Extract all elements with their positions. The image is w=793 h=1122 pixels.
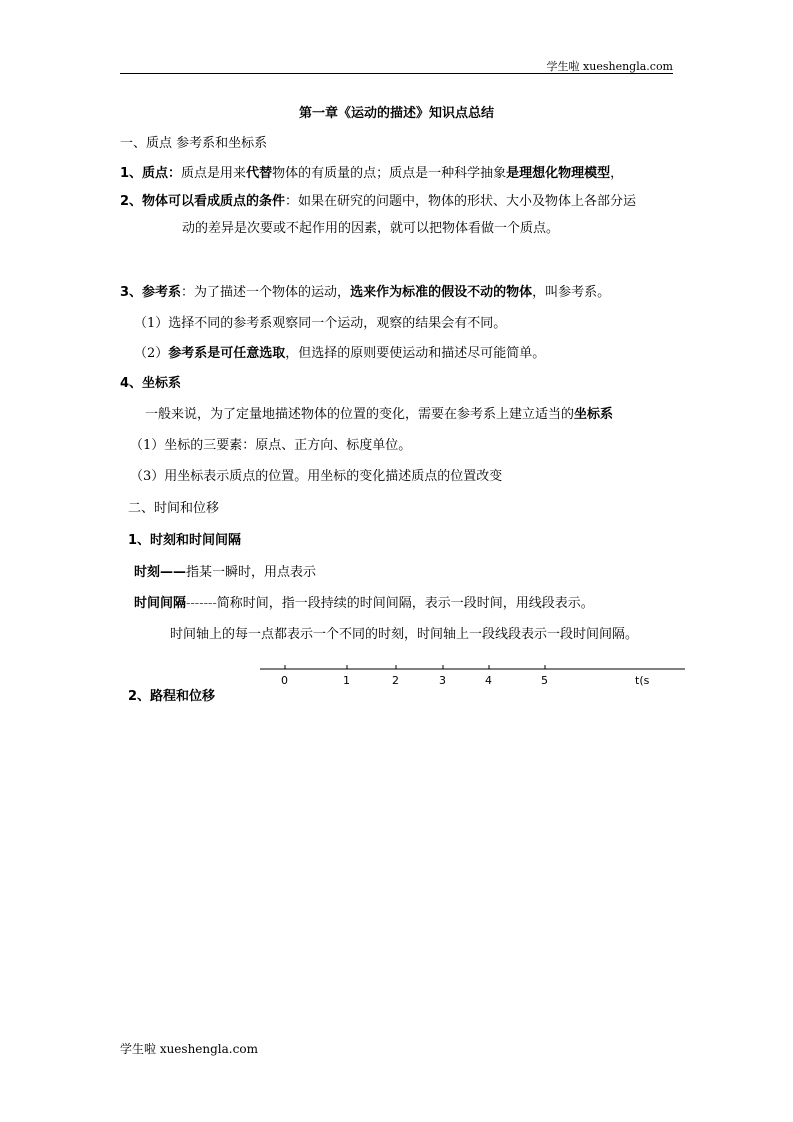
timeline-tick-label: 3 [439,674,446,687]
header-divider [120,73,673,74]
paragraph-condition [120,195,636,208]
footer-site: 学生啦 xueshengla.com [120,1042,258,1056]
page-title: 第一章《运动的描述》知识点总结 [298,106,494,121]
paragraph-reference-2 [134,347,545,360]
header-site: 学生啦 xueshengla.com [546,60,673,73]
label-distance-displacement: 2、路程和位移 [128,689,216,704]
label-reference-frame: 3、参考系 [120,285,182,300]
paragraph-coordinate-1: （1）坐标的三要素：原点、正方向、标度单位。 [130,438,412,453]
bold-text: 代替 [246,166,273,181]
paragraph-reference-1: （1）选择不同的参考系观察同一个运动，观察的结果会有不同。 [134,316,507,331]
text: ：为了描述一个物体的运动， [181,285,351,300]
paragraph-reference-frame [120,286,610,299]
text: ，但选择的原则要使运动和描述尽可能简单。 [285,346,546,361]
paragraph-moment [134,566,316,579]
text: 简称时间，指一段持续的时间间隔，表示一段时间，用线段表示。 [216,596,594,611]
label-coordinate-system: 4、坐标系 [120,376,182,391]
section-heading-2: 二、时间和位移 [128,501,220,516]
timeline-axis-label: t(s [635,674,650,687]
bold-text: 选来作为标准的假设不动的物体 [350,285,533,300]
bold-text: 时刻—— [134,565,187,580]
paragraph-interval [134,597,594,610]
bold-text: 参考系是可任意选取 [168,346,286,361]
paragraph-condition-line2: 动的差异是次要或不起作用的因素，就可以把物体看做一个质点。 [182,221,560,236]
section-heading-1: 一、质点 参考系和坐标系 [120,136,268,151]
dash-text: ------- [186,596,217,611]
text: 物体的有质量的点；质点是一种科学抽象 [272,166,507,181]
timeline-tick-label: 5 [541,674,548,687]
text: ：如果在研究的问题中，物体的形状、大小及物体上各部分运 [285,194,637,209]
text: ，叫参考系。 [532,285,611,300]
bold-text: 是理想化物理模型 [506,166,611,181]
paragraph-coordinate-3: （3）用坐标表示质点的位置。用坐标的变化描述质点的位置改变 [130,469,503,484]
label-mass-point: 1、质点： [120,166,182,181]
text: 质点是用来 [181,166,247,181]
timeline-tick-label: 1 [343,674,350,687]
timeline-tick-label: 2 [392,674,399,687]
paragraph-mass-point [120,167,623,180]
label-condition: 2、物体可以看成质点的条件 [120,194,286,209]
label-time-interval: 1、时刻和时间间隔 [128,533,242,548]
timeline-tick-label: 4 [485,674,492,687]
bold-text: 坐标系 [574,407,614,422]
paragraph-timeline-desc: 时间轴上的每一点都表示一个不同的时刻，时间轴上一段线段表示一段时间间隔。 [170,627,639,642]
text: 一般来说，为了定量地描述物体的位置的变化，需要在参考系上建立适当的 [145,407,575,422]
timeline-figure [255,657,685,689]
text: 指某一瞬时，用点表示 [186,565,317,580]
bold-text: 时间间隔 [134,596,187,611]
timeline-tick-label: 0 [281,674,288,687]
text: ， [610,166,624,181]
text: （2） [134,346,169,361]
paragraph-coordinate [145,408,613,421]
